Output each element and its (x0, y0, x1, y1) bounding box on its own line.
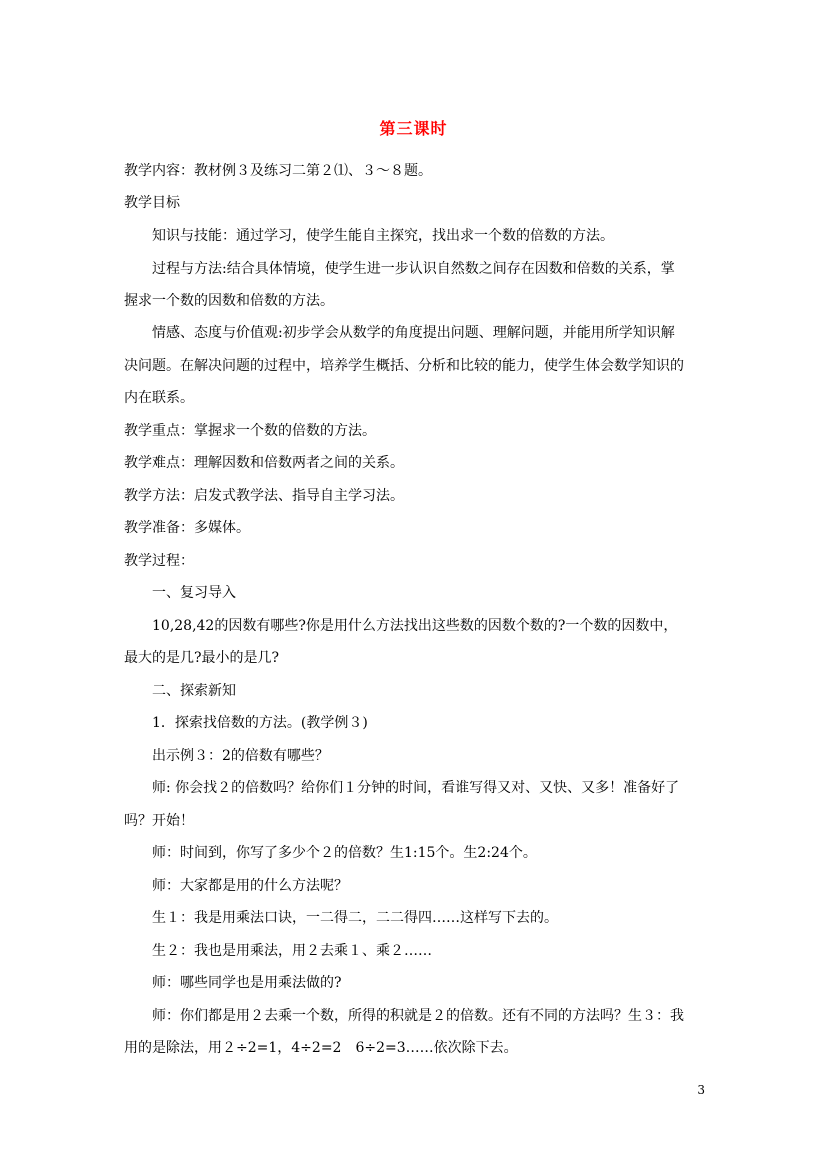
emotion-attitude-line-cont-1: 决问题。在解决问题的过程中，培养学生概括、分析和比较的能力，使学生体会数学知识的 (124, 358, 684, 374)
teacher-line-2: 师：时间到，你写了多少个２的倍数？生1:15个。生2:24个。 (152, 845, 537, 861)
example-3-line: 出示例３：2的倍数有哪些？ (152, 748, 329, 764)
section-review-heading: 一、复习导入 (152, 585, 236, 601)
teaching-method-line: 教学方法：启发式教学法、指导自主学习法。 (124, 488, 404, 504)
teacher-line-5: 师：你们都是用２去乘一个数，所得的积就是２的倍数。还有不同的方法吗？生３：我 (152, 1008, 684, 1024)
review-question-line-cont: 最大的是几?最小的是几? (124, 650, 280, 666)
teacher-line-1: 师: 你会找２的倍数吗？给你们１分钟的时间，看谁写得又对、又快、又多！准备好了 (152, 780, 680, 796)
process-method-line: 过程与方法:结合具体情境，使学生进一步认识自然数之间存在因数和倍数的关系，掌 (152, 261, 675, 277)
section-explore-heading: 二、探索新知 (152, 683, 236, 699)
review-question-line: 10,28,42的因数有哪些?你是用什么方法找出这些数的因数个数的?一个数的因数中， (152, 618, 678, 634)
teacher-line-3: 师：大家都是用的什么方法呢？ (152, 878, 348, 894)
teaching-focus-line: 教学重点：掌握求一个数的倍数的方法。 (124, 423, 376, 439)
teaching-preparation-line: 教学准备：多媒体。 (124, 520, 250, 536)
page-title: 第三课时 (379, 119, 448, 138)
teaching-content-line: 教学内容：教材例３及练习二第２⑴、３～８题。 (124, 163, 432, 179)
knowledge-skills-line: 知识与技能：通过学习，使学生能自主探究，找出求一个数的倍数的方法。 (152, 228, 614, 244)
page-number: 3 (697, 1083, 705, 1097)
process-method-line-cont: 握求一个数的因数和倍数的方法。 (124, 293, 334, 309)
student-2-line: 生２：我也是用乘法，用２去乘１、乘２…… (152, 943, 432, 959)
student-1-line: 生１：我是用乘法口诀，一二得二，二二得四……这样写下去的。 (152, 910, 558, 926)
explore-step-1-line: 1．探索找倍数的方法。(教学例３) (152, 715, 368, 731)
teacher-line-4: 师：哪些同学也是用乘法做的? (152, 975, 342, 991)
teaching-objectives-heading: 教学目标 (124, 195, 180, 211)
teacher-line-1-cont: 吗？开始！ (124, 813, 194, 829)
teaching-difficulty-line: 教学难点：理解因数和倍数两者之间的关系。 (124, 455, 404, 471)
teaching-process-heading: 教学过程： (124, 553, 194, 569)
emotion-attitude-line-cont-2: 内在联系。 (124, 390, 194, 406)
emotion-attitude-line: 情感、态度与价值观:初步学会从数学的角度提出问题、理解问题，并能用所学知识解 (152, 325, 675, 341)
teacher-line-5-cont: 用的是除法，用２÷2=1，4÷2=2 6÷2=3……依次除下去。 (124, 1040, 518, 1056)
